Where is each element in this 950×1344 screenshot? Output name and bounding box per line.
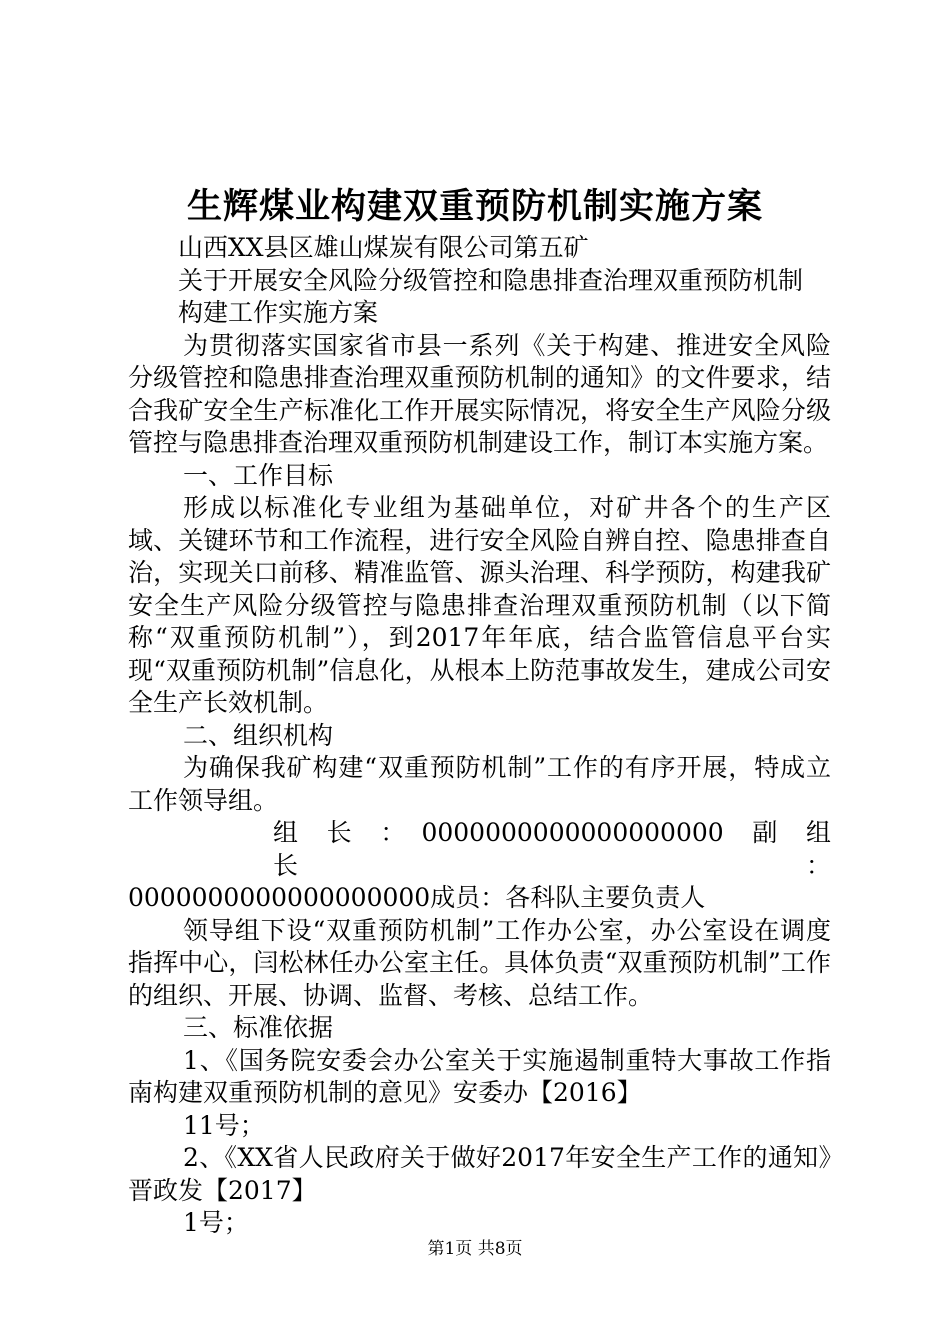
subtitle-line-2: 构建工作实施方案 (178, 298, 379, 327)
standard-item-2-number: 1号； (183, 1208, 249, 1237)
standard-item-2: 2、《XX省人民政府关于做好2017年安全生产工作的通知》晋政发【2017】 (128, 1143, 831, 1205)
company-name-line: 山西XX县区雄山煤炭有限公司第五矿 (178, 233, 589, 262)
document-body (128, 232, 857, 1240)
document-title: 生辉煤业构建双重预防机制实施方案 (186, 186, 763, 227)
organization-paragraph: 为确保我矿构建“双重预防机制”工作的有序开展，特成立工作领导组。 (128, 753, 831, 815)
members-line: 0000000000000000000成员：各科队主要负责人 (128, 883, 706, 912)
office-paragraph: 领导组下设“双重预防机制”工作办公室，办公室设在调度指挥中心，闫松林任办公室主任。具体负责“双重预防机制”工作的组织、开展、协调、监督、考核、总结工作。 (128, 915, 831, 1010)
subtitle-line-1: 关于开展安全风险分级管控和隐患排查治理双重预防机制 (178, 265, 804, 295)
leader-line: 组 长 ： 0000000000000000000 副 组 长 ： (273, 818, 857, 880)
page-footer: 第1页 共8页 (427, 1239, 523, 1259)
goals-paragraph: 形成以标准化专业组为基础单位，对矿井各个的生产区域、关键环节和工作流程，进行安全风险自辨自控、隐患排查自治，实现关口前移、精准监管、源头治理、科学预防，构建我矿安全生产风险分级管控与隐患排查治理双重预防机制（以下简称“双重预防机制”），到2017年年底，结合监管信息平台实现“双重预防机制”信息化，从根本上防范事故发生，建成公司安全生产长效机制。 (128, 493, 831, 717)
standard-item-1: 1、《国务院安委会办公室关于实施遏制重特大事故工作指南构建双重预防机制的意见》安委办【2016】 (128, 1045, 831, 1107)
section-heading-organization: 二、组织机构 (183, 720, 334, 750)
section-heading-standards: 三、标准依据 (183, 1013, 334, 1042)
intro-paragraph: 为贯彻落实国家省市县一系列《关于构建、推进安全风险分级管控和隐患排查治理双重预防机制的通知》的文件要求，结合我矿安全生产标准化工作开展实际情况，将安全生产风险分级管控与隐患排查治理双重预防机制建设工作，制订本实施方案。 (128, 330, 831, 457)
standard-item-1-number: 11号； (183, 1110, 265, 1140)
section-heading-goals: 一、工作目标 (183, 460, 334, 490)
